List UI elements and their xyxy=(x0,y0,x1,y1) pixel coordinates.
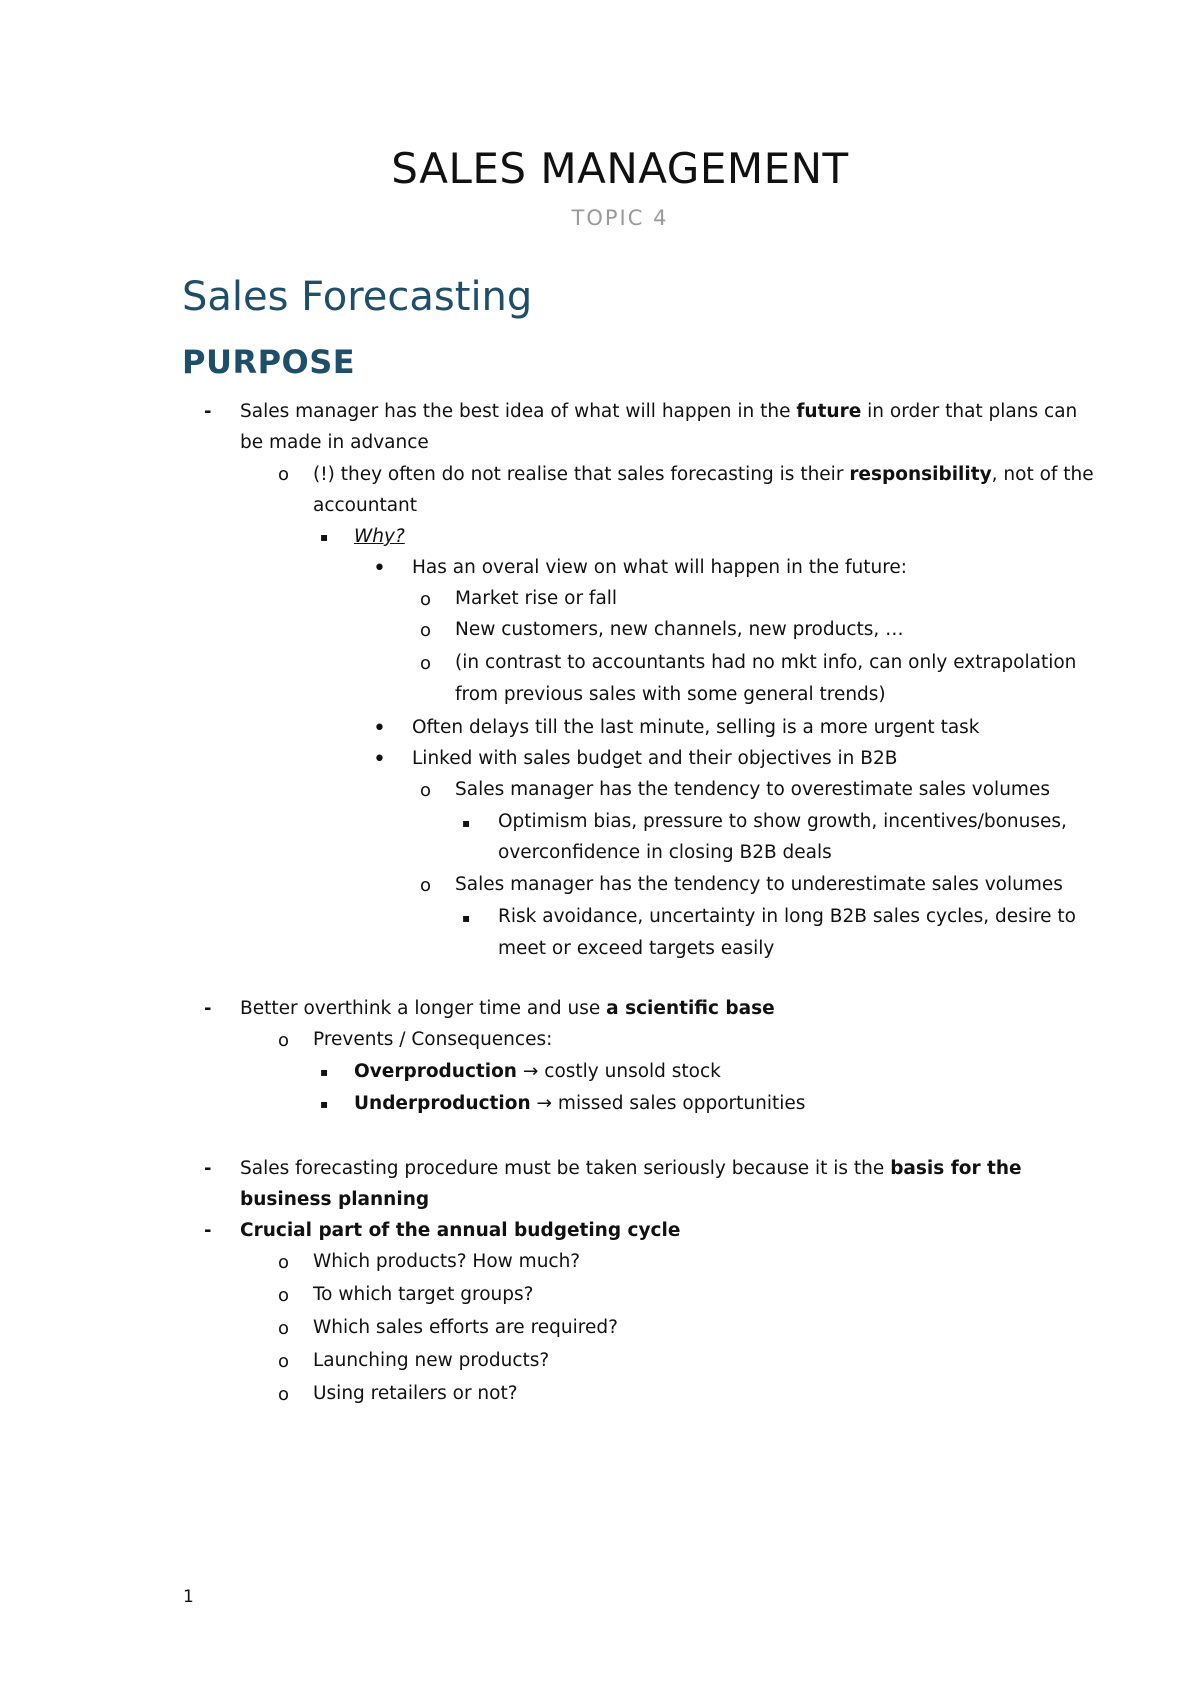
list-item: Which products? How much? xyxy=(313,1251,581,1272)
list-item: Risk avoidance, uncertainty in long B2B sales cycles, desire to xyxy=(498,906,1076,927)
list-item: New customers, new channels, new products, … xyxy=(455,619,904,640)
circle-marker: o xyxy=(278,1030,290,1051)
list-item-continuation: be made in advance xyxy=(240,432,429,453)
list-item: Optimism bias, pressure to show growth, incentives/bonuses, xyxy=(498,811,1067,832)
list-item: Linked with sales budget and their objectives in B2B xyxy=(412,748,898,769)
list-item: (in contrast to accountants had no mkt info, can only extrapolation xyxy=(455,652,1077,673)
list-item xyxy=(240,400,1077,424)
bullet-marker: • xyxy=(373,556,386,581)
text-run: Sales manager has the best idea of what will happen in the xyxy=(240,401,797,422)
circle-marker: o xyxy=(420,780,432,801)
list-item: Using retailers or not? xyxy=(313,1383,518,1404)
list-item xyxy=(313,463,1094,487)
section-heading: Sales Forecasting xyxy=(182,274,533,320)
circle-marker: o xyxy=(278,1351,290,1372)
list-item xyxy=(354,1060,721,1084)
dash-marker: - xyxy=(204,401,212,422)
bullet-marker: • xyxy=(373,716,386,741)
list-item: Which sales efforts are required? xyxy=(313,1317,618,1338)
list-item xyxy=(240,1157,1022,1181)
bold-text: responsibility xyxy=(849,464,992,485)
square-marker: ▪ xyxy=(320,1097,329,1111)
text-run: (!) they often do not realise that sales forecasting is their xyxy=(313,464,850,485)
list-item: Market rise or fall xyxy=(455,588,618,609)
text-run: missed sales opportunities xyxy=(552,1093,806,1114)
list-item: Sales manager has the tendency to underestimate sales volumes xyxy=(455,874,1063,895)
bold-text: a scientific base xyxy=(606,998,775,1019)
text-run: Better overthink a longer time and use xyxy=(240,998,607,1019)
dash-marker: - xyxy=(204,1158,212,1179)
list-item xyxy=(354,1092,805,1116)
square-marker: ▪ xyxy=(320,530,329,544)
circle-marker: o xyxy=(278,1252,290,1273)
circle-marker: o xyxy=(278,1384,290,1405)
page-number: 1 xyxy=(183,1587,194,1607)
circle-marker: o xyxy=(420,589,432,610)
text-run: costly unsold stock xyxy=(538,1061,721,1082)
list-item: Often delays till the last minute, selling is a more urgent task xyxy=(412,717,980,738)
bold-text: basis for the xyxy=(890,1158,1022,1179)
circle-marker: o xyxy=(278,1318,290,1339)
bold-text: Overproduction xyxy=(354,1061,517,1082)
list-item-continuation: meet or exceed targets easily xyxy=(498,938,775,959)
list-item: To which target groups? xyxy=(313,1284,534,1305)
document-subtitle: TOPIC 4 xyxy=(571,206,669,230)
square-marker: ▪ xyxy=(462,816,471,830)
list-item: Crucial part of the annual budgeting cycle xyxy=(240,1220,681,1241)
bullet-marker: • xyxy=(373,747,386,772)
circle-marker: o xyxy=(420,875,432,896)
why-question: Why? xyxy=(354,526,405,547)
arrow-icon: → xyxy=(522,1061,539,1082)
document-title: SALES MANAGEMENT xyxy=(391,144,849,193)
circle-marker: o xyxy=(278,1285,290,1306)
list-item: Prevents / Consequences: xyxy=(313,1029,553,1050)
arrow-icon: → xyxy=(536,1093,553,1114)
list-item xyxy=(240,997,775,1021)
list-item: Has an overal view on what will happen in the future: xyxy=(412,557,908,578)
circle-marker: o xyxy=(278,464,290,485)
text-run: in order that plans can xyxy=(861,401,1078,422)
dash-marker: - xyxy=(204,998,212,1019)
text-run: , not of the xyxy=(991,464,1094,485)
list-item-continuation: overconfidence in closing B2B deals xyxy=(498,842,832,863)
list-item-continuation: business planning xyxy=(240,1189,430,1210)
square-marker: ▪ xyxy=(462,911,471,925)
purpose-heading: PURPOSE xyxy=(182,343,356,381)
circle-marker: o xyxy=(420,653,432,674)
list-item-continuation: from previous sales with some general trends) xyxy=(455,684,886,705)
list-item: Launching new products? xyxy=(313,1350,550,1371)
list-item-continuation: accountant xyxy=(313,495,418,516)
text-run: Sales forecasting procedure must be taken seriously because it is the xyxy=(240,1158,891,1179)
bold-text: future xyxy=(796,401,862,422)
square-marker: ▪ xyxy=(320,1065,329,1079)
circle-marker: o xyxy=(420,620,432,641)
list-item: Sales manager has the tendency to overestimate sales volumes xyxy=(455,779,1050,800)
dash-marker: - xyxy=(204,1220,212,1241)
bold-text: Underproduction xyxy=(354,1093,531,1114)
